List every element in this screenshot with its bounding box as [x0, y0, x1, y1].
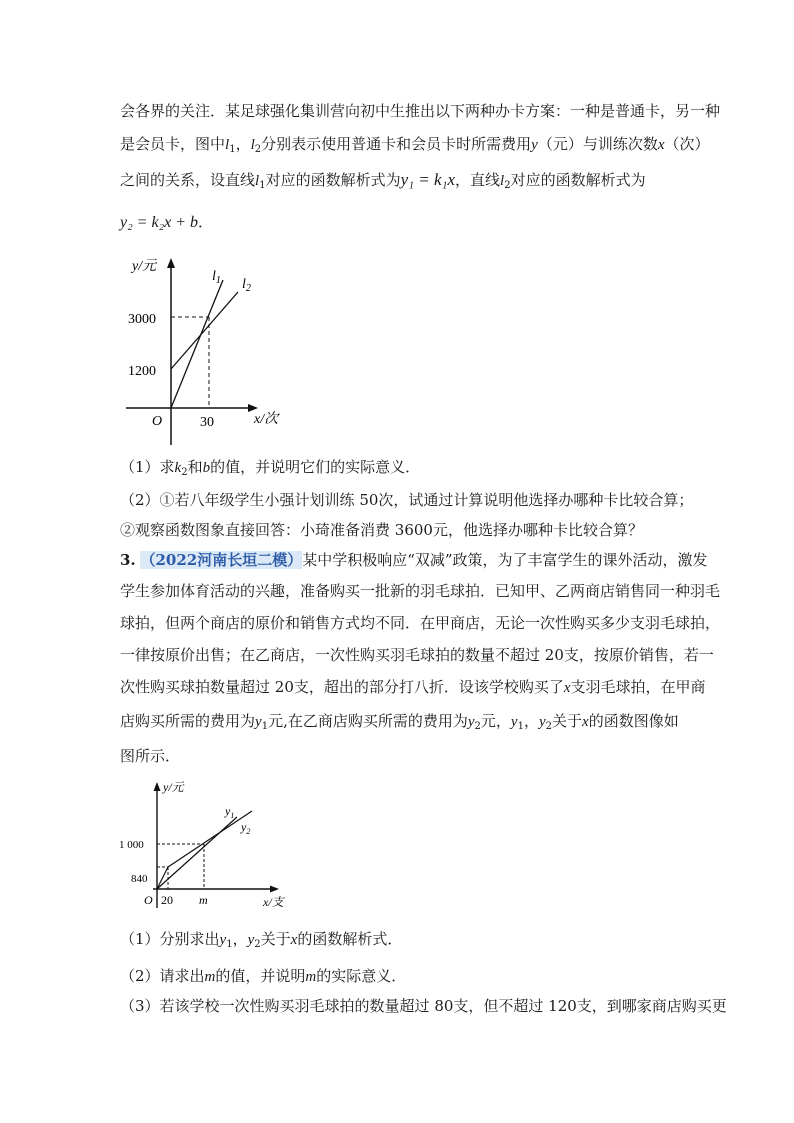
p3-label-y2: $y_2$ — [241, 820, 251, 836]
p2-y-tick-3000: 3000 — [128, 312, 156, 327]
p2-line-2: 是会员卡，图中$l_1$，$l_2$分别表示使用普通卡和会员卡时所需费用y（元）与训练次数x（次） — [120, 135, 710, 155]
p2-x-arrow — [248, 404, 258, 412]
p3-line-5: 次性购买球拍数量超过 20支，超出的部分打八折．设该学校购买了x支羽毛球拍，在甲商 — [120, 678, 706, 696]
p2-q2b: ②观察函数图象直接回答：小琦准备消费 3600元，他选择办哪种卡比较合算？ — [120, 521, 643, 539]
p2-line-l1 — [171, 280, 223, 408]
p3-y-arrow — [154, 782, 161, 791]
p3-line-1: 3. （2022河南长垣二模）某中学积极响应“双减”政策，为了丰富学生的课外活动，激发 — [120, 551, 708, 569]
p2-line-l2 — [171, 292, 238, 369]
p3-line-6: 店购买所需的费用为$y_1$元,在乙商店购买所需的费用为$y_2$元，$y_1$，$y_2$关于x的函数图像如 — [120, 712, 679, 732]
p3-y-tick-1000: 1 000 — [119, 839, 144, 851]
p2-label-l1: $l_1$ — [212, 269, 221, 286]
p2-x-label: x/次 — [254, 412, 279, 427]
p3-line-7: 图所示． — [120, 747, 181, 765]
p3-q2: （2）请求出m的值，并说明m的实际意义． — [120, 967, 407, 985]
p3-line-3: 球拍，但两个商店的原价和销售方式均不同．在甲商店，无论一次性购买多少支羽毛球拍， — [120, 614, 721, 632]
p2-y-label: y/元 — [132, 259, 157, 274]
p2-x-tick-30: 30 — [200, 415, 214, 430]
p2-q2: （2）①若八年级学生小强计划训练 50次，试通过计算说明他选择办哪种卡比较合算； — [120, 491, 694, 509]
p3-line-y2 — [157, 867, 168, 889]
p2-q1: （1）求$k_2$和b的值，并说明它们的实际意义． — [120, 458, 421, 478]
p3-line-y1 — [157, 817, 237, 889]
p3-x-label: x/支 — [263, 895, 284, 909]
p3-line-4: 一律按原价出售；在乙商店，一次性购买羽毛球拍的数量不超过 20支，按原价销售，若一 — [120, 646, 714, 664]
p3-y-label: y/元 — [163, 780, 184, 794]
p3-graph — [115, 778, 295, 913]
p2-origin: O — [152, 414, 163, 429]
p2-graph — [120, 250, 290, 450]
p3-x-arrow — [270, 886, 279, 893]
p3-y-tick-840: 840 — [131, 873, 148, 885]
p3-source-tag: （2022河南长垣二模） — [140, 551, 303, 569]
p2-line-3: 之间的关系，设直线$l_1$对应的函数解析式为y₁ = k₁x，直线$l_2$对应的函数解析式为 — [120, 170, 646, 191]
p2-y-arrow — [167, 258, 175, 268]
p3-origin: O — [144, 893, 153, 907]
p2-label-l2: $l_2$ — [242, 277, 251, 294]
p2-y-tick-1200: 1200 — [128, 364, 156, 379]
p3-x-tick-m: m — [199, 893, 208, 907]
p3-q1: （1）分别求出$y_1$，$y_2$关于x的函数解析式． — [120, 930, 403, 950]
p3-line-y2b — [168, 811, 252, 867]
p3-label-y1: $y_1$ — [225, 804, 235, 820]
p2-line-1: 会各界的关注．某足球强化集训营向初中生推出以下两种办卡方案：一种是普通卡，另一种 — [120, 102, 721, 120]
p2-line-4: y₂ = k₂x + b． — [120, 213, 214, 231]
p3-line-2: 学生参加体育活动的兴趣，准备购买一批新的羽毛球拍．已知甲、乙两商店销售同一种羽毛 — [120, 582, 721, 600]
p3-x-tick-20: 20 — [161, 893, 173, 907]
p3-q3: （3）若该学校一次性购买羽毛球拍的数量超过 80支，但不超过 120支，到哪家商店购买更 — [120, 997, 727, 1015]
